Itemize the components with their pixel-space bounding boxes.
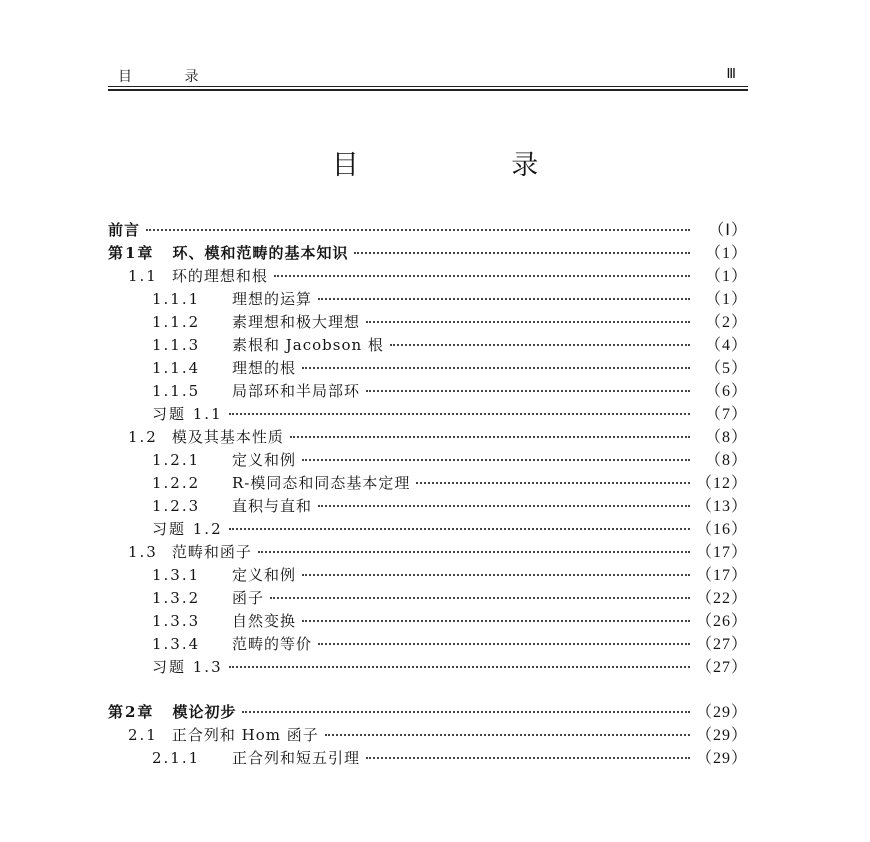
toc-entry-number: 1.2.3 (152, 497, 201, 515)
dot-leader (366, 390, 690, 392)
header-rule-thin (108, 86, 748, 87)
toc-entry-title: 定义和例 (232, 451, 297, 469)
toc-entry[interactable] (108, 699, 748, 722)
toc-entry-number: 1.1.4 (152, 359, 201, 377)
dot-leader (416, 482, 690, 484)
toc-entry[interactable] (108, 286, 748, 309)
toc-entry-page: （6） (704, 383, 748, 400)
running-head-page-number: Ⅲ (726, 67, 736, 82)
toc-entry-number: 1.3.1 (152, 566, 201, 584)
toc-entry[interactable] (108, 332, 748, 355)
toc-entry-page: （29） (696, 727, 749, 744)
toc-entry-page: （16） (696, 521, 749, 538)
toc-entry-page: （1） (704, 245, 748, 262)
toc-entry[interactable] (108, 240, 748, 263)
toc-entry[interactable] (108, 424, 748, 447)
toc-entry[interactable] (108, 401, 748, 424)
toc-entry-title: 正合列和 Hom 函子 (171, 726, 319, 744)
toc-entry-title: 环、模和范畴的基本知识 (172, 244, 349, 262)
dot-leader (390, 344, 690, 346)
header-rule-thick (108, 89, 748, 91)
toc-entry-page: （29） (696, 750, 749, 767)
dot-leader (354, 252, 690, 254)
toc-entry-number: 2.1.1 (152, 749, 201, 767)
dot-leader (242, 711, 690, 713)
toc-entry-number: 1.2.1 (152, 451, 201, 469)
toc-entry[interactable] (108, 378, 748, 401)
dot-leader (302, 574, 690, 576)
toc-entry-number: 1.1 (128, 267, 158, 285)
toc-entry-page: （8） (704, 452, 748, 469)
dot-leader (366, 321, 690, 323)
toc-entry[interactable] (108, 470, 748, 493)
toc-entry-number: 1.2 (128, 428, 158, 446)
toc-entry-page: （7） (704, 406, 748, 423)
toc-entry-page: （Ⅰ） (708, 222, 748, 239)
toc-entry-page: （4） (704, 337, 748, 354)
toc-entry-number: 1.1.2 (152, 313, 201, 331)
toc-entry-title: 自然变换 (232, 612, 297, 630)
dot-leader (229, 413, 690, 415)
toc-entry-page: （13） (696, 498, 749, 515)
toc-entry-title: 函子 (232, 589, 265, 607)
toc-entry-title: 环的理想和根 (171, 267, 268, 285)
toc-entry[interactable] (108, 654, 748, 677)
toc-entry[interactable] (108, 447, 748, 470)
toc-entry-title: 直积与直和 (232, 497, 313, 515)
dot-leader (318, 505, 690, 507)
toc-entry[interactable] (108, 631, 748, 654)
toc-entry[interactable] (108, 608, 748, 631)
toc-entry-page: （1） (704, 291, 748, 308)
running-head (108, 66, 748, 86)
dot-leader (274, 275, 690, 277)
toc-entry-page: （12） (696, 475, 749, 492)
dot-leader (318, 298, 690, 300)
toc-entry[interactable] (108, 217, 748, 240)
toc-entry-page: （22） (696, 590, 749, 607)
toc-entry-title: 素理想和极大理想 (232, 313, 361, 331)
toc-entry-title: 定义和例 (232, 566, 297, 584)
toc-entry-title: 局部环和半局部环 (232, 382, 361, 400)
toc-entry-title: 范畴的等价 (232, 635, 313, 653)
dot-leader (302, 367, 690, 369)
dot-leader (270, 597, 690, 599)
toc-entry-title: 习题 1.3 (152, 658, 223, 676)
toc-entry[interactable] (108, 539, 748, 562)
dot-leader (302, 620, 690, 622)
toc-entry-page: （17） (696, 567, 749, 584)
toc-entry-title: 模及其基本性质 (171, 428, 284, 446)
toc-entry-title: 素根和 Jacobson 根 (232, 336, 384, 354)
toc-entry[interactable] (108, 585, 748, 608)
toc-entry-title: 习题 1.1 (152, 405, 223, 423)
dot-leader (229, 528, 690, 530)
toc-entry-number: 1.1.1 (152, 290, 201, 308)
toc-entry[interactable] (108, 745, 748, 768)
toc-entry-number: 1.2.2 (152, 474, 201, 492)
dot-leader (229, 666, 690, 668)
toc-entry[interactable] (108, 562, 748, 585)
toc-entry[interactable] (108, 516, 748, 539)
toc-entry[interactable] (108, 493, 748, 516)
toc-entry-page: （27） (696, 636, 749, 653)
toc-entry-number: 1.3.3 (152, 612, 201, 630)
toc-entry-page: （27） (696, 659, 749, 676)
toc-entry-title: 理想的运算 (232, 290, 313, 308)
dot-leader (290, 436, 690, 438)
toc-entry-number: 2.1 (128, 726, 158, 744)
toc-entry-title: 前言 (108, 221, 141, 239)
dot-leader (325, 734, 690, 736)
toc-entry-page: （5） (704, 360, 748, 377)
toc-entry-number: 1.3.2 (152, 589, 201, 607)
page-title: 目 录 (331, 150, 611, 181)
table-of-contents (108, 217, 748, 768)
toc-entry-page: （17） (696, 544, 749, 561)
toc-entry-title: R-模同态和同态基本定理 (232, 474, 411, 492)
toc-entry-number: 1.3.4 (152, 635, 201, 653)
toc-entry-number: 1.3 (128, 543, 158, 561)
dot-leader (302, 459, 690, 461)
toc-entry-number: 第1章 (108, 244, 155, 262)
toc-entry[interactable] (108, 722, 748, 745)
dot-leader (146, 229, 690, 231)
toc-entry[interactable] (108, 355, 748, 378)
toc-entry-page: （8） (704, 429, 748, 446)
toc-entry-number: 第2章 (108, 703, 155, 721)
toc-entry-title: 习题 1.2 (152, 520, 223, 538)
toc-entry-title: 范畴和函子 (171, 543, 252, 561)
toc-entry-number: 1.1.3 (152, 336, 201, 354)
toc-entry-title: 正合列和短五引理 (232, 749, 361, 767)
dot-leader (366, 757, 690, 759)
toc-entry-number: 1.1.5 (152, 382, 201, 400)
dot-leader (258, 551, 690, 553)
toc-entry-page: （2） (704, 314, 748, 331)
toc-entry-page: （1） (704, 268, 748, 285)
toc-entry[interactable] (108, 263, 748, 286)
running-head-title: 目 录 (118, 69, 223, 85)
toc-entry-title: 模论初步 (172, 703, 237, 721)
dot-leader (318, 643, 690, 645)
toc-entry-page: （29） (696, 704, 749, 721)
toc-entry[interactable] (108, 309, 748, 332)
toc-entry-title: 理想的根 (232, 359, 297, 377)
toc-entry-page: （26） (696, 613, 749, 630)
